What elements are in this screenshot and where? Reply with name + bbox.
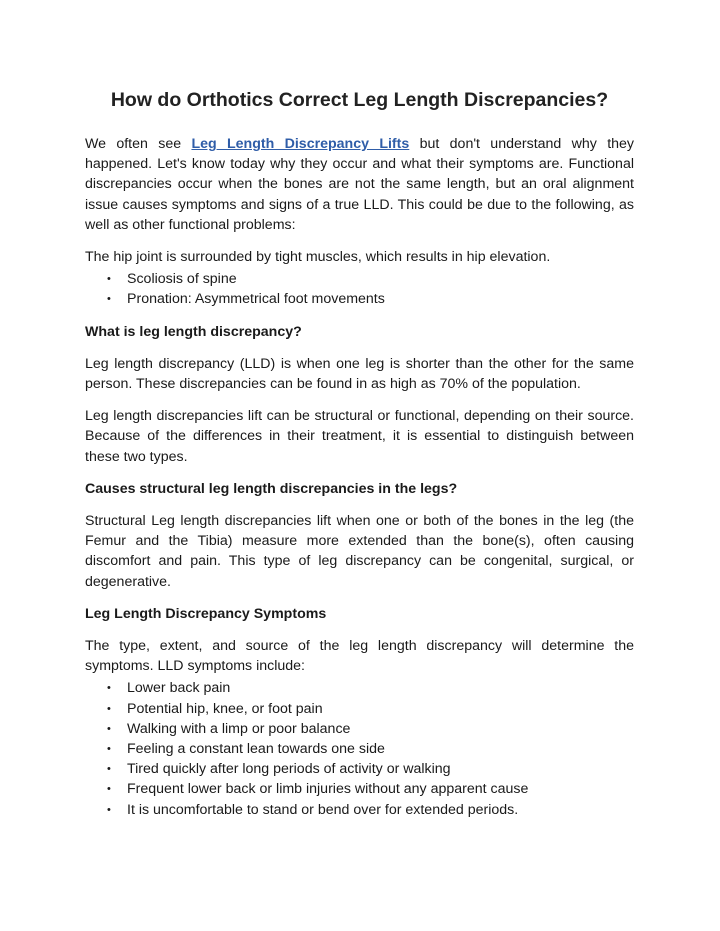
bullet-icon: • xyxy=(107,722,111,735)
intro-paragraph xyxy=(85,134,634,235)
bullet-icon: • xyxy=(107,273,111,286)
causes-paragraph: Structural Leg length discrepancies lift when one or both of the bones in the leg (the Femur and the Tibia) measure more extended than the bone(s), often causing discomfort and pain. This type of leg discrepancy can be congenital, surgical, or degenerative. xyxy=(85,513,634,590)
list-item: • Scoliosis of spine xyxy=(127,269,634,289)
list-item: • Frequent lower back or limb injuries without any apparent cause xyxy=(127,779,634,799)
bullet-icon: • xyxy=(107,743,111,756)
lld-definition-paragraph: Leg length discrepancy (LLD) is when one leg is shorter than the other for the same person. These discrepancies can be found in as high as 70% of the population. xyxy=(85,355,634,393)
list-item: • Walking with a limp or poor balance xyxy=(127,719,634,739)
bullet-icon: • xyxy=(107,293,111,306)
symptoms-intro-paragraph: The type, extent, and source of the leg length discrepancy will determine the symptoms. LLD symptoms include: xyxy=(85,638,634,675)
document-page xyxy=(85,86,634,832)
list-item: • Lower back pain xyxy=(127,678,634,698)
list-item: • Potential hip, knee, or foot pain xyxy=(127,699,634,719)
section-heading-what-is-lld: What is leg length discrepancy? xyxy=(85,323,302,340)
section-heading-symptoms: Leg Length Discrepancy Symptoms xyxy=(85,605,327,622)
list-item: • Feeling a constant lean towards one side xyxy=(127,739,634,759)
intro-text-before: We often see xyxy=(85,136,192,152)
bullet-icon: • xyxy=(107,803,111,816)
intro-text-after: but don't understand why they happened. Let's know today why they occur and what their symptoms are. Functional discrepancies occur when the bones are not the same length, but an oral alignment issue causes symptoms and signs of a true LLD. This could be due to the following, as well as other functional problems: xyxy=(85,136,635,233)
page-title: How do Orthotics Correct Leg Length Discrepancies? xyxy=(110,89,609,111)
section-heading-causes: Causes structural leg length discrepancies in the legs? xyxy=(85,480,458,497)
bullet-icon: • xyxy=(107,682,111,695)
list-item: • It is uncomfortable to stand or bend over for extended periods. xyxy=(127,800,634,820)
bullet-icon: • xyxy=(107,783,111,796)
leg-length-lifts-link[interactable]: Leg Length Discrepancy Lifts xyxy=(191,136,410,152)
hip-paragraph: The hip joint is surrounded by tight muscles, which results in hip elevation. xyxy=(85,249,551,266)
symptoms-list xyxy=(85,678,634,819)
list-item: • Tired quickly after long periods of activity or walking xyxy=(127,759,634,779)
bullet-icon: • xyxy=(107,702,111,715)
functional-problems-list xyxy=(85,269,634,309)
list-item: • Pronation: Asymmetrical foot movements xyxy=(127,289,634,309)
bullet-icon: • xyxy=(107,763,111,776)
lld-types-paragraph: Leg length discrepancies lift can be structural or functional, depending on their source. Because of the differences in their treatment, it is essential to distinguish between these two types. xyxy=(85,408,634,465)
